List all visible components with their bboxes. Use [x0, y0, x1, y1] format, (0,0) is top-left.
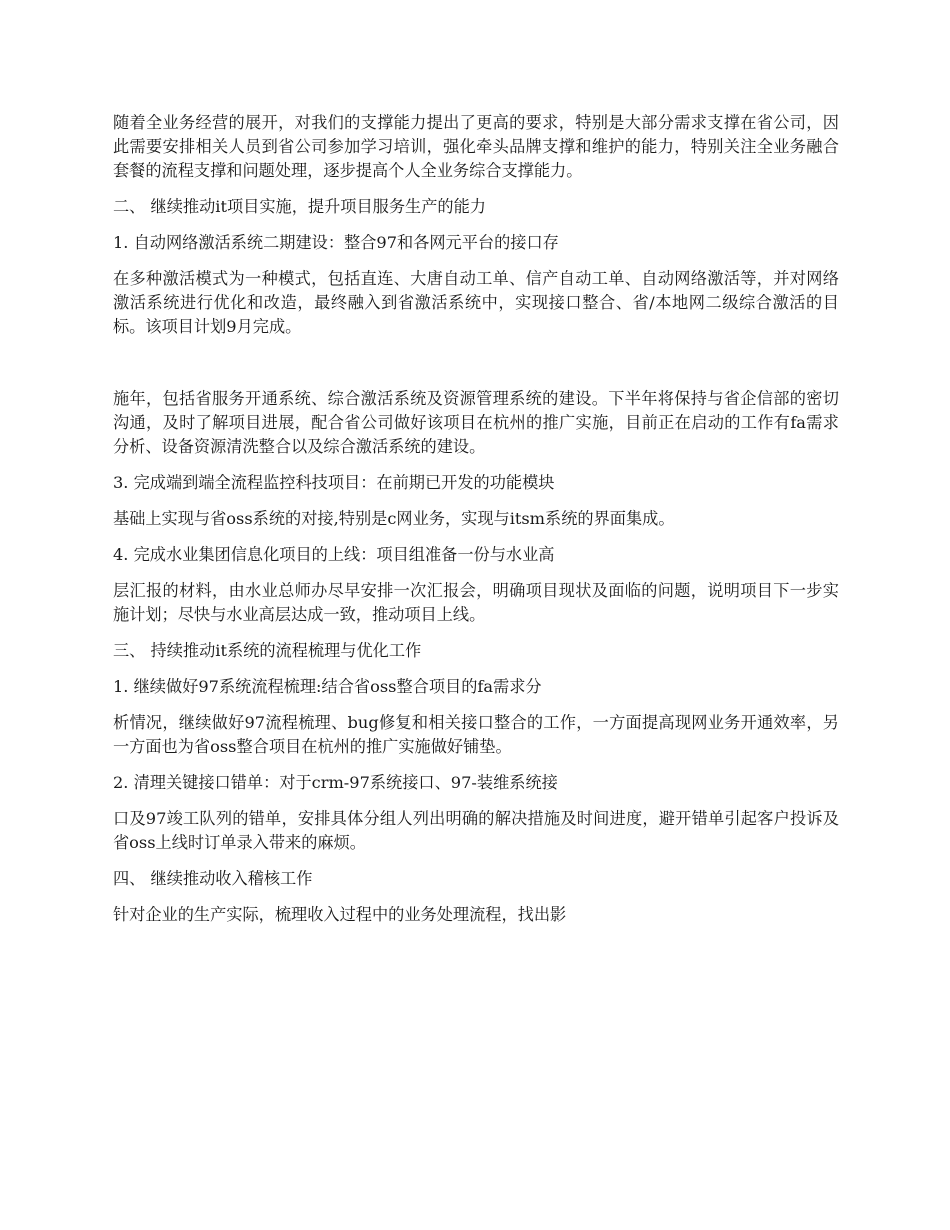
- paragraph-oss-integration: 基础上实现与省oss系统的对接,特别是c网业务，实现与itsm系统的界面集成。: [113, 509, 675, 528]
- paragraph-revenue-audit: 针对企业的生产实际，梳理收入过程中的业务处理流程，找出影: [113, 905, 567, 924]
- item-heading-3-2: 2. 清理关键接口错单：对于crm-97系统接口、97-装维系统接: [113, 773, 558, 792]
- section-heading-3: 三、 持续推动it系统的流程梳理与优化工作: [113, 641, 422, 660]
- item-heading-2-4: 4. 完成水业集团信息化项目的上线：项目组准备一份与水业高: [113, 545, 555, 564]
- paragraph-activation: 在多种激活模式为一种模式，包括直连、大唐自动工单、信产自动工单、自动网络激活等，并对网络激活系统进行优化和改造，最终融入到省激活系统中，实现接口整合、省/本地网二级综合激活的目标。该项目计划9月完成。: [113, 269, 839, 336]
- section-heading-2: 二、 继续推动it项目实施，提升项目服务生产的能力: [113, 197, 486, 216]
- paragraph-intro: 随着全业务经营的展开，对我们的支撑能力提出了更高的要求，特别是大部分需求支撑在省公司，因此需要安排相关人员到省公司参加学习培训，强化牵头品牌支撑和维护的能力，特别关注全业务融合套餐的流程支撑和问题处理，逐步提高个人全业务综合支撑能力。: [113, 113, 839, 180]
- section-heading-4: 四、 继续推动收入稽核工作: [113, 869, 313, 888]
- paragraph-water-report: 层汇报的材料，由水业总师办尽早安排一次汇报会，明确项目现状及面临的问题，说明项目下一步实施计划；尽快与水业高层达成一致，推动项目上线。: [113, 581, 839, 624]
- item-heading-2-3: 3. 完成端到端全流程监控科技项目：在前期已开发的功能模块: [113, 473, 555, 492]
- blank-gap: [113, 351, 839, 387]
- paragraph-error-orders: 口及97竣工队列的错单，安排具体分组人列出明确的解决措施及时间进度，避开错单引起客户投诉及省oss上线时订单录入带来的麻烦。: [113, 809, 839, 852]
- document-page: [113, 111, 839, 939]
- paragraph-97-flow: 析情况，继续做好97流程梳理、bug修复和相关接口整合的工作，一方面提高现网业务开通效率，另一方面也为省oss整合项目在杭州的推广实施做好铺垫。: [113, 713, 839, 756]
- paragraph-provincial-systems: 施年，包括省服务开通系统、综合激活系统及资源管理系统的建设。下半年将保持与省企信部的密切沟通，及时了解项目进展，配合省公司做好该项目在杭州的推广实施，目前正在启动的工作有fa需求分析、设备资源清洗整合以及综合激活系统的建设。: [113, 389, 839, 456]
- item-heading-2-1: 1. 自动网络激活系统二期建设：整合97和各网元平台的接口存: [113, 233, 559, 252]
- item-heading-3-1: 1. 继续做好97系统流程梳理:结合省oss整合项目的fa需求分: [113, 677, 542, 696]
